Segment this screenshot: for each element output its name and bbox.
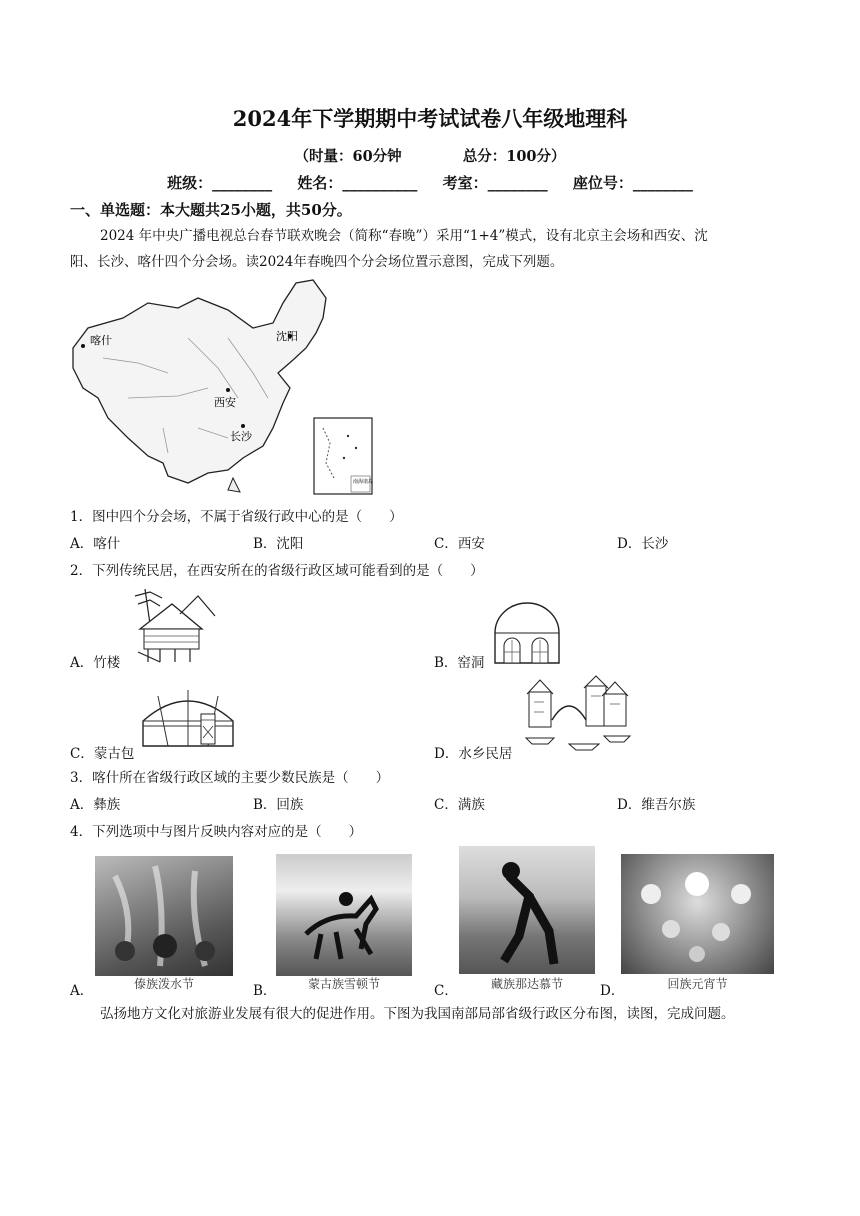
- total-score-text: 总分：100分）: [462, 148, 566, 165]
- q3-option-d: D．维吾尔族: [617, 797, 696, 813]
- q1-option-c: C．西安: [434, 536, 485, 552]
- question-4-stem: 4．下列选项中与图片反映内容对应的是（ ）: [70, 824, 363, 840]
- q2-option-d: D．水乡民居: [434, 746, 513, 762]
- exam-subtitle: [0, 145, 860, 166]
- q3-option-b: B．回族: [253, 797, 304, 813]
- q2-option-c: C．蒙古包: [70, 746, 135, 762]
- section-heading: 一、单选题：本大题共25小题，共50分。: [70, 201, 352, 219]
- room-field: 考室：________: [442, 174, 548, 192]
- question-3-stem: 3．喀什所在省级行政区域的主要少数民族是（ ）: [70, 770, 390, 786]
- caption-lantern-festival: 回族元宵节: [667, 977, 728, 991]
- q1-option-d: D．长沙: [617, 536, 669, 552]
- q1-option-b: B．沈阳: [253, 536, 304, 552]
- cave-dwelling-illustration: [492, 600, 562, 666]
- question-2-stem: 2．下列传统民居，在西安所在的省级行政区域可能看到的是（ ）: [70, 563, 484, 579]
- closing-paragraph: 弘扬地方文化对旅游业发展有很大的促进作用。下图为我国南部局部省级行政区分布图，读图，完成问题。: [100, 1006, 735, 1022]
- caption-horse-racing: 蒙古族雪顿节: [307, 977, 380, 991]
- city-label-xian: 西安: [214, 396, 236, 409]
- exam-title: 2024年下学期期中考试试卷八年级地理科: [232, 106, 628, 131]
- q4-option-c: C．: [434, 983, 458, 999]
- class-field: 班级：________: [167, 174, 273, 192]
- lantern-festival-photo: [621, 854, 774, 974]
- question-1-stem: 1．图中四个分会场，不属于省级行政中心的是（ ）: [70, 509, 403, 525]
- water-town-illustration: [524, 672, 634, 754]
- yurt-illustration: [138, 686, 238, 756]
- bamboo-house-illustration: [130, 584, 220, 666]
- name-field: 姓名：__________: [297, 174, 418, 192]
- wrestling-photo: [459, 846, 595, 974]
- city-label-changsha: 长沙: [230, 430, 252, 443]
- seat-field: 座位号：________: [572, 174, 693, 192]
- water-splashing-photo: [95, 856, 233, 976]
- intro-line-2: 阳、长沙、喀什四个分会场。读2024年春晚四个分会场位置示意图，完成下列题。: [70, 254, 564, 270]
- china-map-figure: [68, 278, 388, 498]
- q3-option-a: A．彝族: [70, 797, 121, 813]
- q4-option-a: A．: [70, 983, 94, 999]
- city-label-kashgar: 喀什: [90, 334, 112, 347]
- intro-line-1: 2024 年中央广播电视总台春节联欢晚会（简称“春晚”）采用“1+4”模式，设有北京主会场和西安、沈: [100, 228, 708, 244]
- q2-option-a: A．竹楼: [70, 655, 121, 671]
- caption-wrestling: 藏族那达慕节: [490, 977, 563, 991]
- q4-option-b: B．: [253, 983, 277, 999]
- q1-option-a: A．喀什: [70, 536, 121, 552]
- caption-water-splashing: 傣族泼水节: [133, 977, 194, 991]
- horse-racing-photo: [276, 854, 412, 976]
- city-label-shenyang: 沈阳: [276, 330, 298, 343]
- inset-label: 南海诸岛: [353, 479, 374, 485]
- q4-option-d: D．: [600, 983, 625, 999]
- q2-option-b: B．窑洞: [434, 655, 485, 671]
- student-info-row: [0, 172, 860, 193]
- q3-option-c: C．满族: [434, 797, 485, 813]
- duration-text: （时量：60分钟: [294, 148, 402, 165]
